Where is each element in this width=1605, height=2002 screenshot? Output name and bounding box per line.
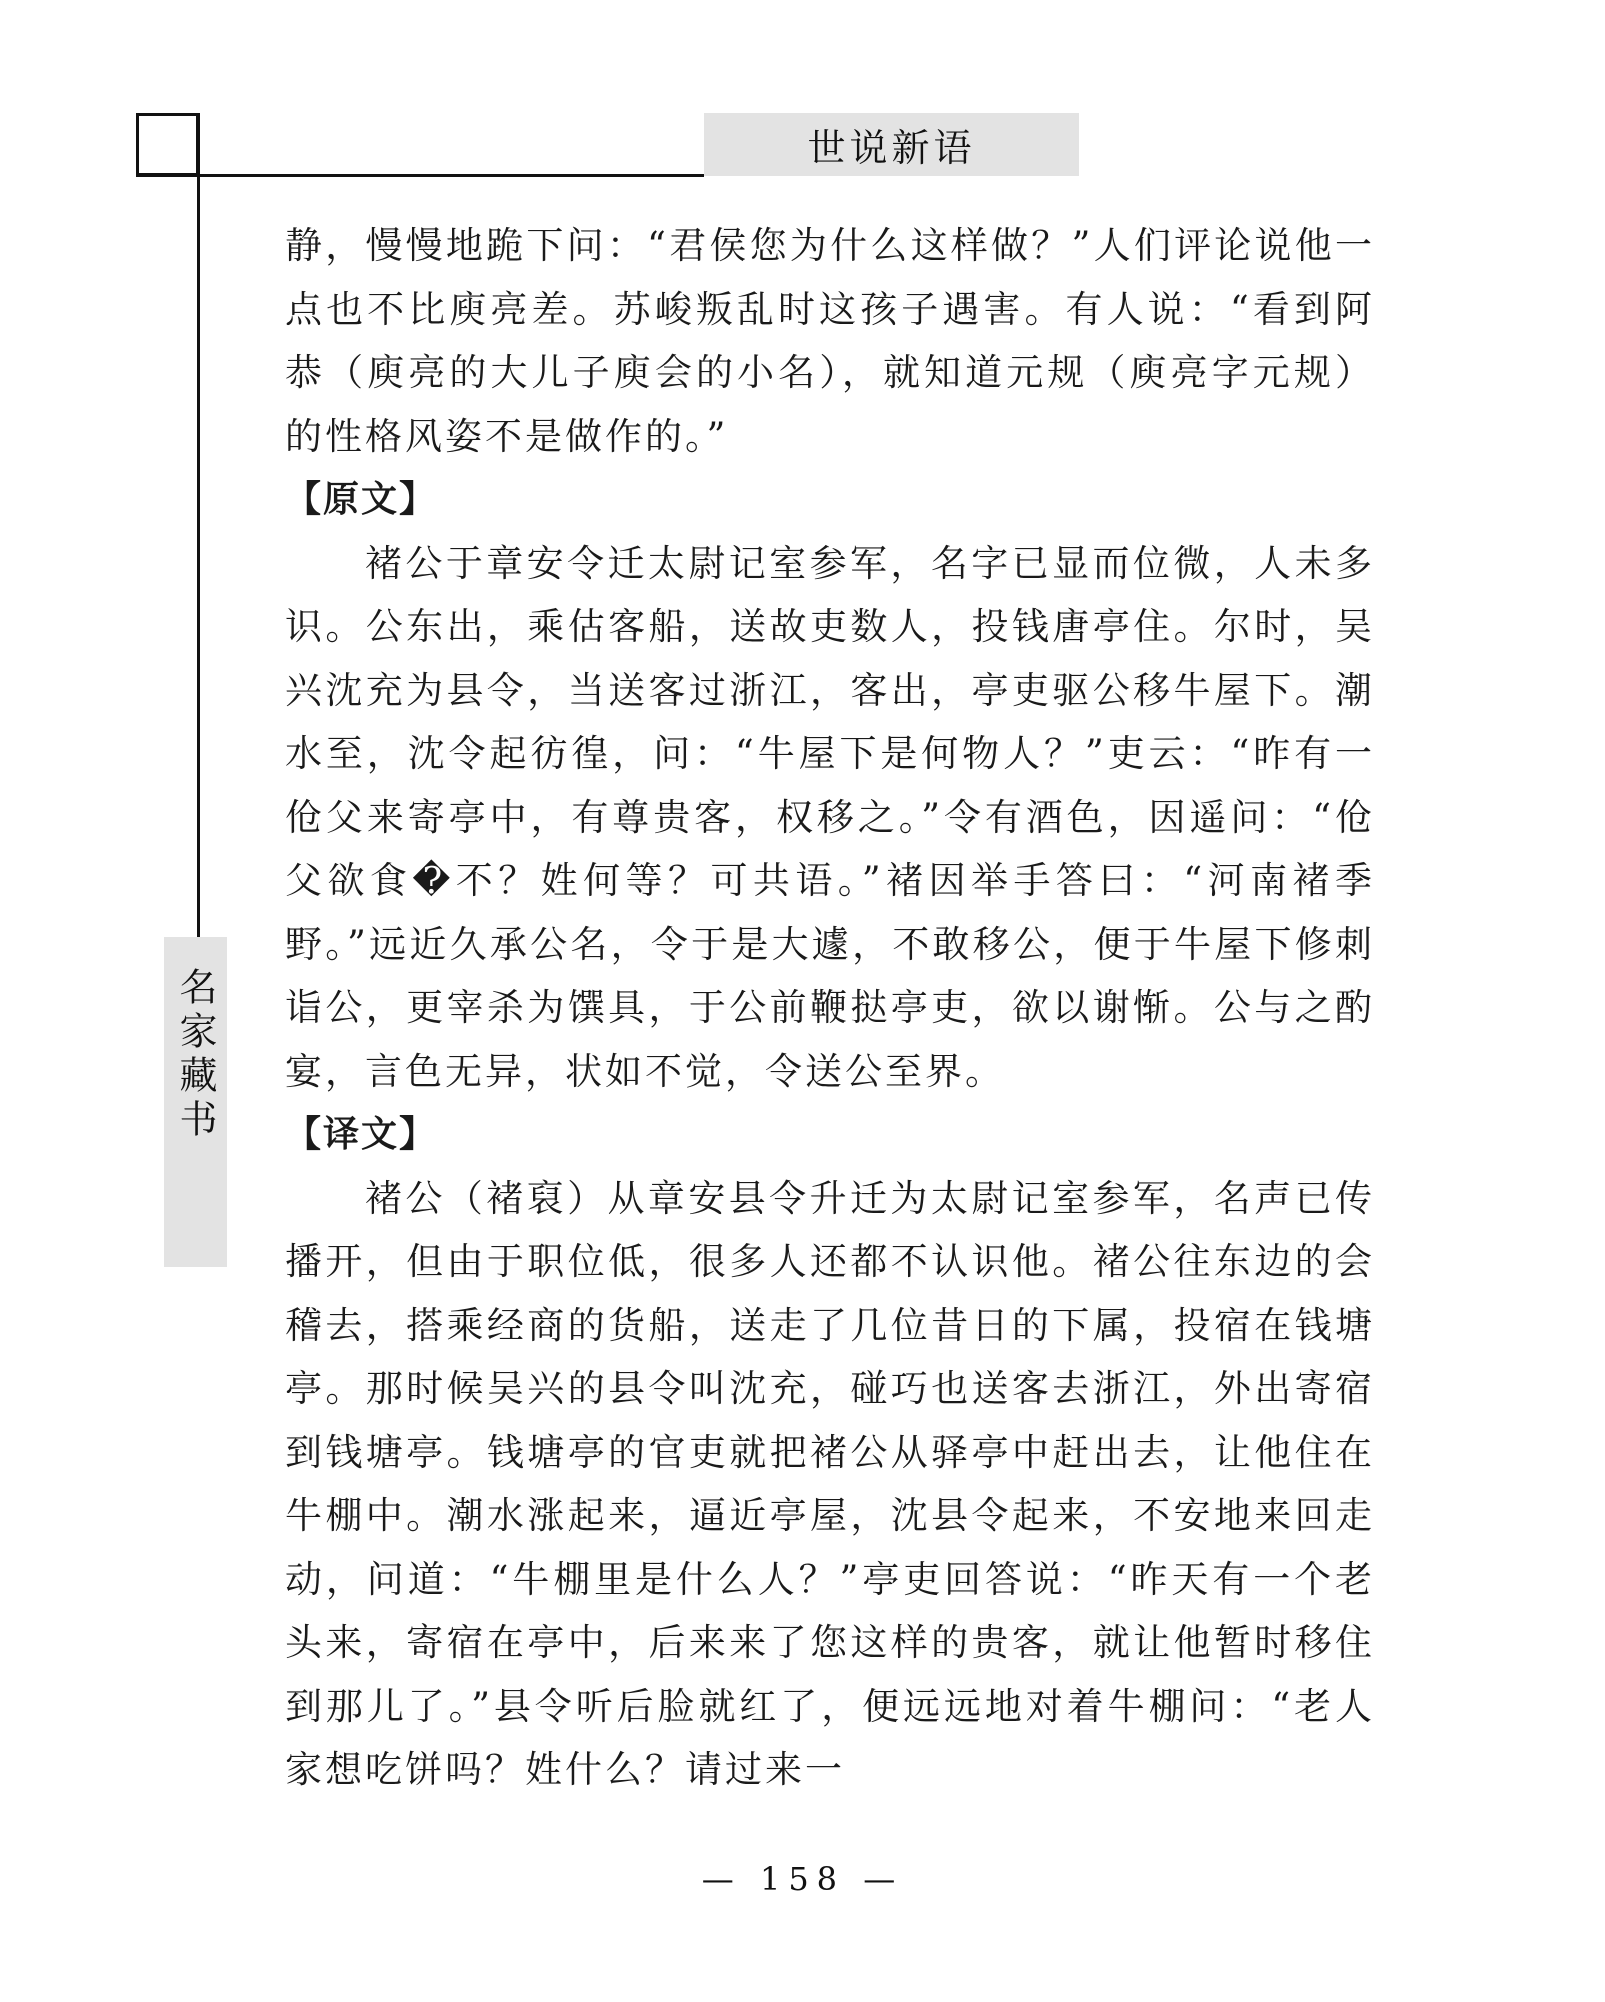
- side-series-tab: [164, 937, 227, 1267]
- running-header-title: 世说新语: [704, 113, 1079, 176]
- corner-frame-box: [136, 113, 199, 176]
- original-text-heading: 【原文】: [285, 479, 438, 520]
- intro-paragraph: 静，慢慢地跪下问：“君侯您为什么这样做？”人们评论说他一点也不比庾亮差。苏峻叛乱时这孩子遇害。有人说：“看到阿恭（庾亮的大儿子庾会的小名），就知道元规（庾亮字元规）的性格风姿不是做作的。”: [285, 224, 1375, 458]
- translation-paragraph: 褚公（褚裒）从章安县令升迁为太尉记室参军，名声已传播开，但由于职位低，很多人还都不认识他。褚公往东边的会稽去，搭乘经商的货船，送走了几位昔日的下属，投宿在钱塘亭。那时候吴兴的县令叫沈充，碰巧也送客去浙江，外出寄宿到钱塘亭。钱塘亭的官吏就把褚公从驿亭中赶出去，让他住在牛棚中。潮水涨起来，逼近亭屋，沈县令起来，不安地来回走动，问道：“牛棚里是什么人？”亭吏回答说：“昨天有一个老头来，寄宿在亭中，后来来了您这样的贵客，就让他暂时移住到那儿了。”县令听后脸就红了，便远远地对着牛棚问：“老人家想吃饼吗？姓什么？请过来一: [285, 1176, 1375, 1791]
- margin-vertical-rule: [197, 113, 200, 943]
- page-body: [285, 214, 1375, 1802]
- series-label: 名家藏书: [173, 967, 217, 1143]
- original-text-paragraph: 褚公于章安令迁太尉记室参军，名字已显而位微，人未多识。公东出，乘估客船，送故吏数人，投钱唐亭住。尔时，吴兴沈充为县令，当送客过浙江，客出，亭吏驱公移牛屋下。潮水至，沈令起彷徨，问：“牛屋下是何物人？”吏云：“昨有一伧父来寄亭中，有尊贵客，权移之。”令有酒色，因遥问：“伧父欲食�不？姓何等？可共语。”褚因举手答曰：“河南褚季野。”远近久承公名，令于是大遽，不敢移公，便于牛屋下修刺诣公，更宰杀为馔具，于公前鞭挞亭吏，欲以谢惭。公与之酌宴，言色无异，状如不觉，令送公至界。: [285, 541, 1375, 1093]
- header-rule: [136, 174, 704, 177]
- translation-heading: 【译文】: [285, 1114, 438, 1155]
- page-number: — 158 —: [701, 1860, 904, 1898]
